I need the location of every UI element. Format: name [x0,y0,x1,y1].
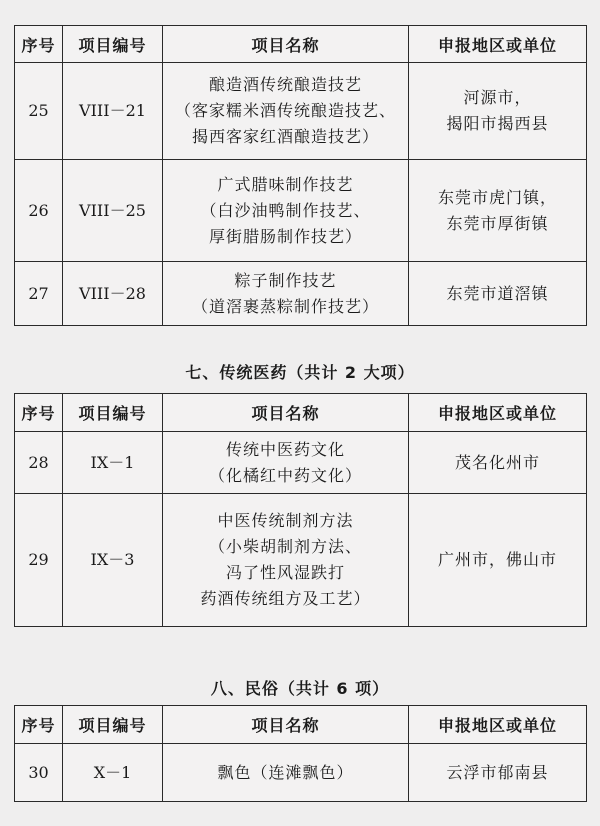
col-header-name: 项目名称 [163,26,409,63]
table-header-row [15,394,587,432]
name-line: （白沙油鸭制作技艺、 [200,200,371,220]
name-line: 飘色（连滩飘色） [217,762,354,782]
declaring-area [409,262,587,326]
area-line: 茂名化州市 [454,452,540,472]
name-line: 揭西客家红酒酿造技艺） [191,127,379,146]
name-line: 传统中医药文化 [225,439,345,459]
heritage-table-folk [14,705,587,802]
row-number: 26 [15,160,63,262]
name-line: 冯了性风湿跌打 [225,563,345,582]
project-name [163,262,409,326]
project-name [163,744,409,802]
table-row [15,63,587,160]
project-code: VIII－21 [63,63,163,160]
project-name [163,432,409,494]
col-header-code: 项目编号 [63,26,163,63]
project-code: X－1 [63,744,163,802]
table-row [15,744,587,802]
area-line: 云浮市郁南县 [446,762,549,782]
row-number: 28 [15,432,63,494]
name-line: 厚街腊肠制作技艺） [208,226,362,246]
name-line: （道滘裹蒸粽制作技艺） [191,296,379,316]
declaring-area [409,63,587,160]
col-header-no: 序号 [15,394,63,432]
heritage-table-crafts [14,25,587,326]
area-line: 广州市，佛山市 [437,550,557,569]
declaring-area [409,432,587,494]
project-name [163,63,409,160]
col-header-area: 申报地区或单位 [409,706,587,744]
col-header-area: 申报地区或单位 [409,394,587,432]
col-header-no: 序号 [15,26,63,63]
col-header-no: 序号 [15,706,63,744]
name-line: 酿造酒传统酿造技艺 [208,75,362,94]
table-row [15,432,587,494]
project-code: IX－1 [63,432,163,494]
name-line: 药酒传统组方及工艺） [200,589,371,608]
area-line: 东莞市厚街镇 [446,213,549,233]
area-line: 揭阳市揭西县 [446,114,549,133]
heritage-table-medicine [14,393,587,627]
table-row [15,494,587,627]
project-name [163,494,409,627]
row-number: 30 [15,744,63,802]
table-row [15,160,587,262]
name-line: （化橘红中药文化） [208,465,362,485]
name-line: （客家糯米酒传统酿造技艺、 [174,101,396,120]
declaring-area [409,160,587,262]
area-line: 东莞市道滘镇 [446,283,549,303]
project-name [163,160,409,262]
table-header-row [15,706,587,744]
declaring-area [409,744,587,802]
project-code: VIII－28 [63,262,163,326]
section-heading-folk-customs: 八、民俗（共计 6 项） [210,679,390,698]
declaring-area [409,494,587,627]
name-line: 中医传统制剂方法 [217,511,354,530]
project-code: IX－3 [63,494,163,627]
section-heading-traditional-medicine: 七、传统医药（共计 2 大项） [185,363,415,382]
table-row [15,262,587,326]
col-header-name: 项目名称 [163,706,409,744]
name-line: 粽子制作技艺 [234,270,337,290]
area-line: 东莞市虎门镇， [437,187,557,207]
row-number: 25 [15,63,63,160]
col-header-name: 项目名称 [163,394,409,432]
project-code: VIII－25 [63,160,163,262]
table-header-row [15,26,587,63]
area-line: 河源市， [463,88,532,107]
col-header-code: 项目编号 [63,394,163,432]
row-number: 27 [15,262,63,326]
col-header-area: 申报地区或单位 [409,26,587,63]
col-header-code: 项目编号 [63,706,163,744]
row-number: 29 [15,494,63,627]
name-line: （小柴胡制剂方法、 [208,537,362,556]
name-line: 广式腊味制作技艺 [217,174,354,194]
